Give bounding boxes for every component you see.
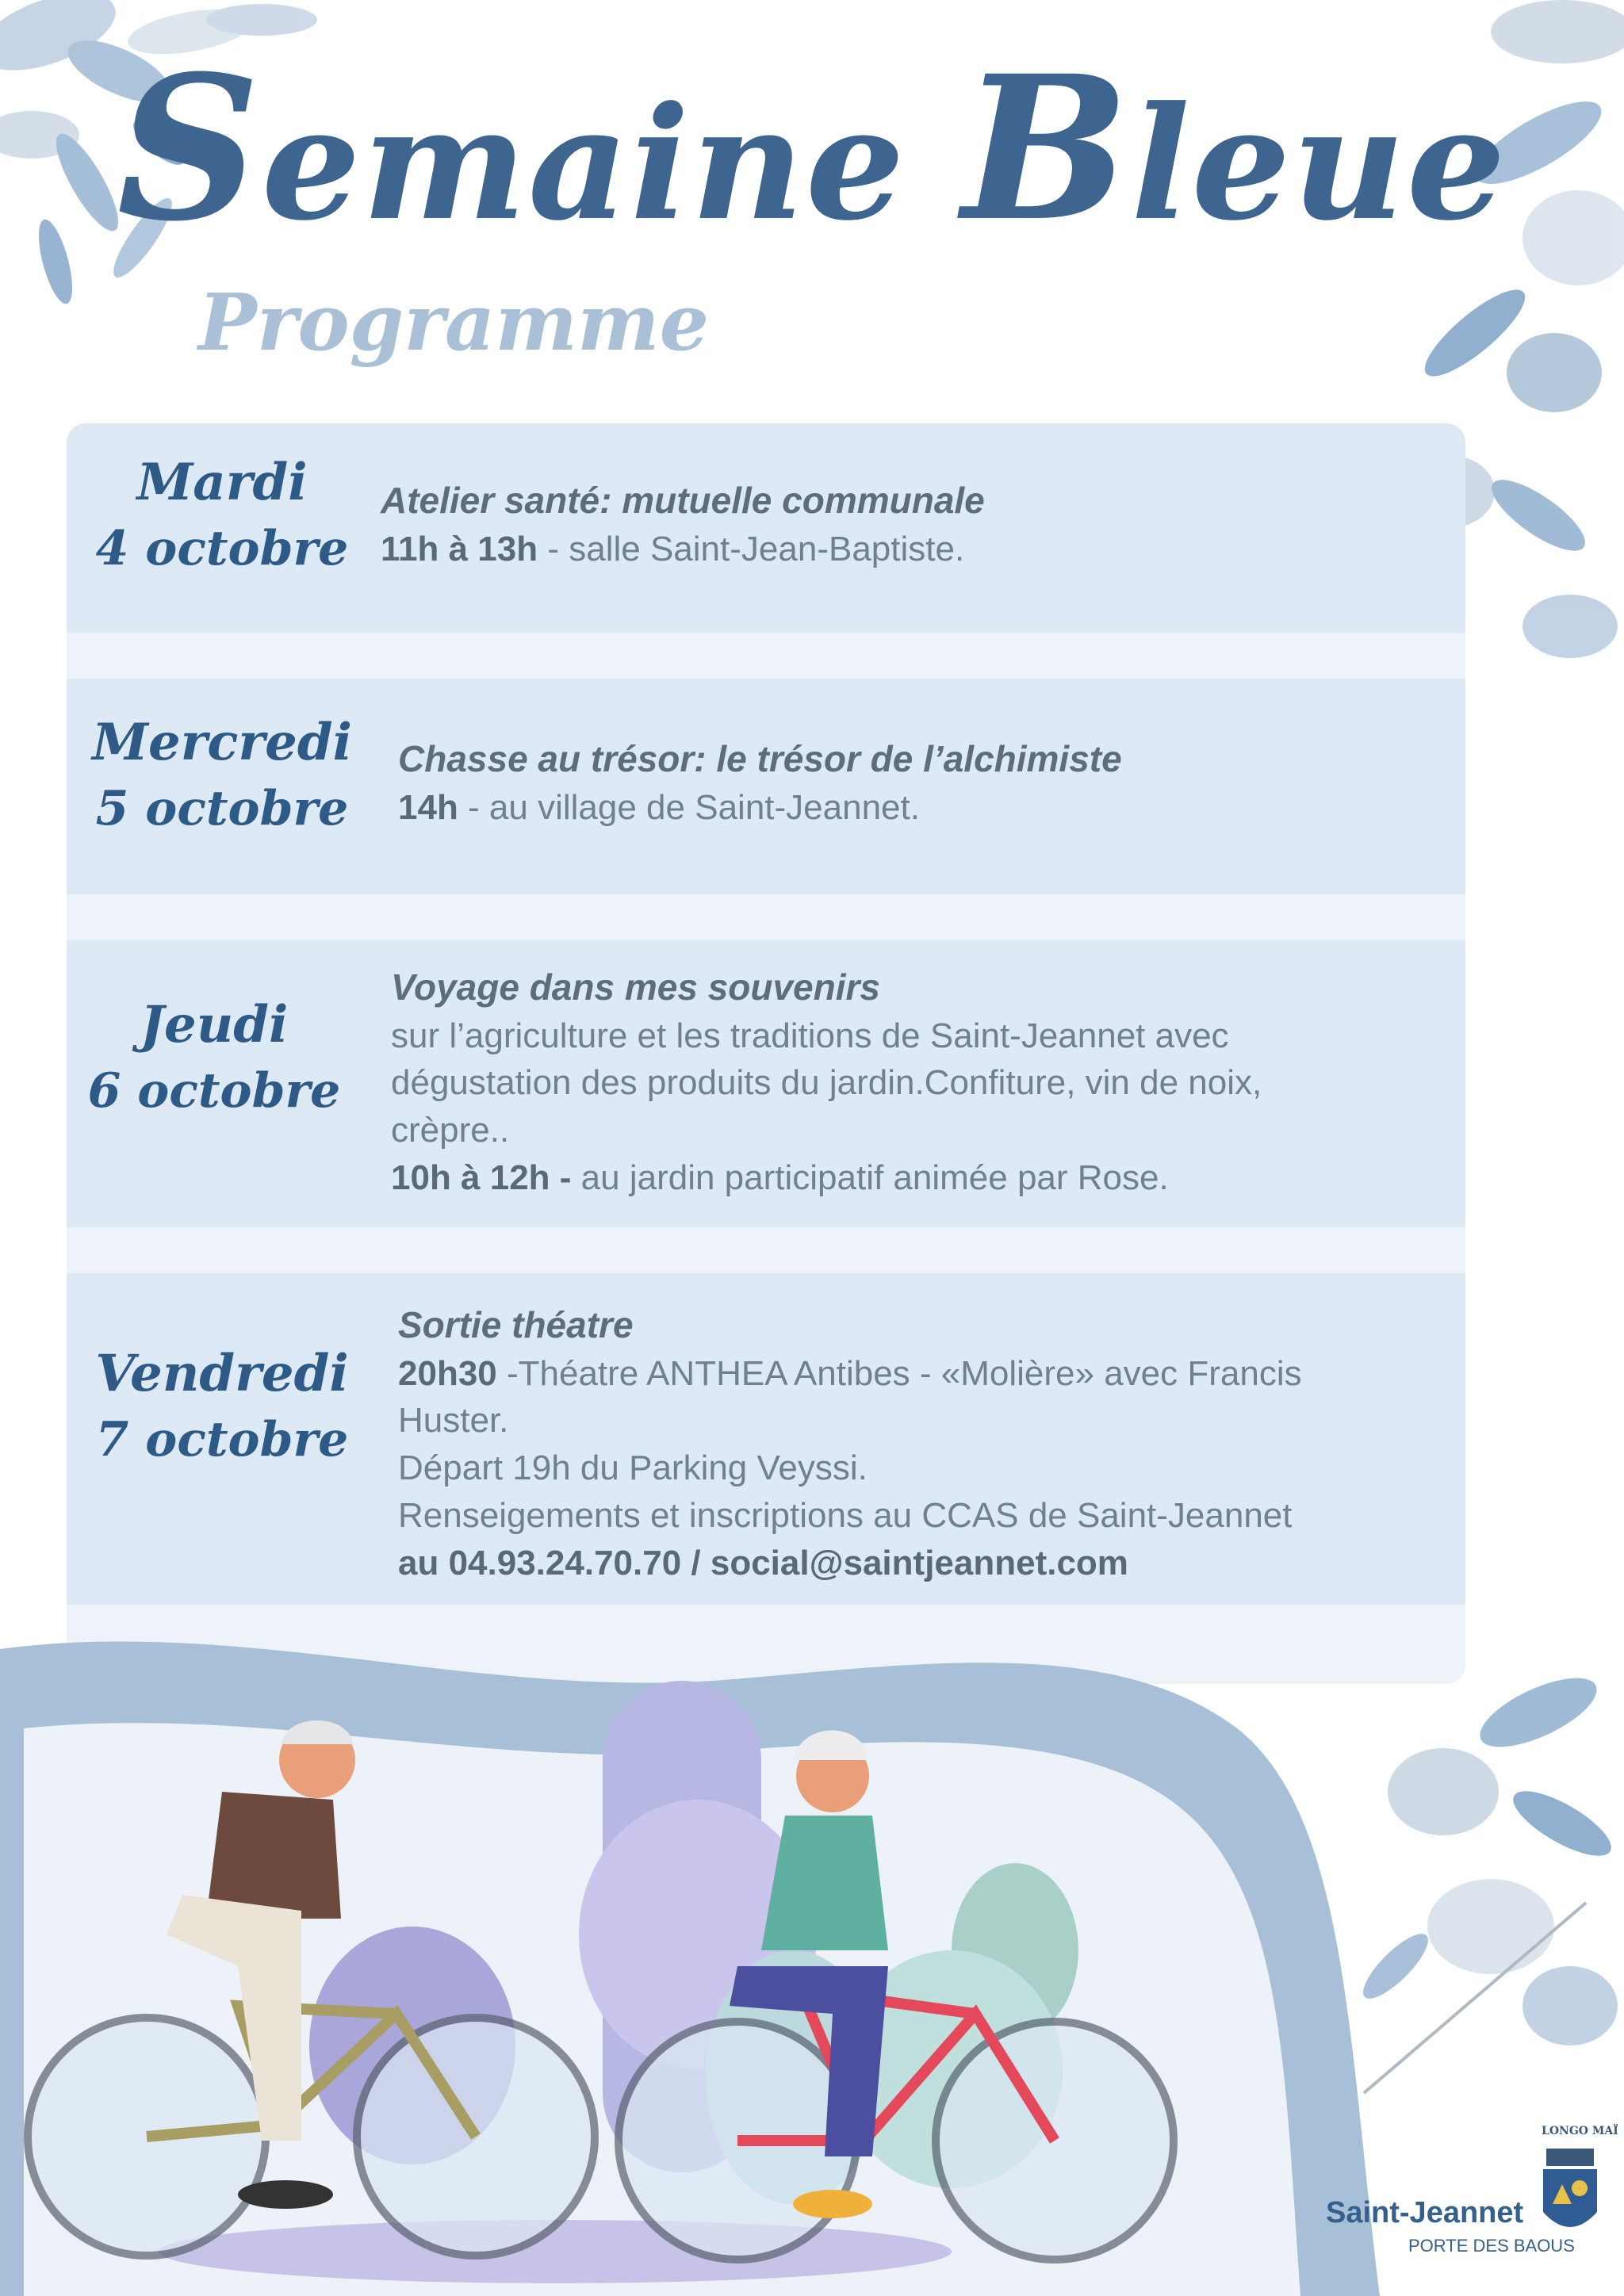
event-description-line: dégustation des produits du jardin.Confiture, vin de noix, — [391, 1063, 1262, 1103]
event-title: Chasse au trésor: le trésor de l’alchimiste — [398, 738, 1122, 779]
event-location: - au village de Saint-Jeannet. — [458, 787, 920, 827]
event-time: 10h à 12h - — [391, 1158, 572, 1198]
cyclists-illustration — [0, 1633, 1380, 2296]
title-initial-s: S — [117, 32, 262, 265]
event-details-mercredi — [398, 734, 1445, 831]
event-schedule — [398, 784, 1445, 832]
day-date: 6 octobre — [87, 1063, 341, 1119]
town-name: Saint-Jeannet — [1326, 2196, 1524, 2229]
event-details-mardi — [381, 476, 1443, 572]
event-description-line: sur l’agriculture et les traditions de Saint-Jeannet avec — [391, 1016, 1229, 1055]
event-time: 20h30 — [398, 1353, 497, 1393]
event-description-line: Huster. — [398, 1401, 509, 1441]
event-schedule — [398, 1350, 1453, 1398]
day-name: Mercredi — [92, 713, 352, 772]
event-day-vendredi — [79, 1340, 365, 1472]
page-title — [0, 32, 1624, 265]
event-details-jeudi — [391, 962, 1446, 1202]
event-details-vendredi — [398, 1300, 1453, 1587]
event-location: -Théatre ANTHEA Antibes - «Molière» avec Francis — [496, 1353, 1302, 1393]
day-name: Mardi — [136, 453, 308, 512]
event-title: Voyage dans mes souvenirs — [391, 966, 881, 1008]
event-schedule — [391, 1154, 1446, 1202]
title-word-rest-1: emaine — [261, 73, 906, 255]
event-description-line: crèpre.. — [391, 1111, 510, 1150]
event-location: au jardin participatif animée par Rose. — [571, 1158, 1169, 1198]
day-date: 5 octobre — [95, 781, 349, 837]
event-day-mardi — [79, 449, 365, 581]
event-contact: au 04.93.24.70.70 / social@saintjeannet.com — [398, 1543, 1128, 1582]
event-title: Sortie théatre — [398, 1304, 634, 1345]
day-name: Vendredi — [95, 1344, 349, 1403]
event-time: 14h — [398, 787, 458, 827]
day-date: 7 octobre — [95, 1412, 349, 1468]
day-name: Jeudi — [140, 995, 289, 1054]
event-time: 11h à 13h — [381, 529, 538, 568]
town-tagline: PORTE DES BAOUS — [1408, 2236, 1575, 2256]
day-date: 4 octobre — [95, 521, 349, 577]
event-day-mercredi — [79, 709, 365, 841]
event-registration: Renseigements et inscriptions au CCAS de Saint-Jeannet — [398, 1496, 1293, 1536]
event-departure: Départ 19h du Parking Veyssi. — [398, 1448, 868, 1488]
town-crest-icon — [1538, 2141, 1602, 2244]
event-day-jeudi — [71, 991, 357, 1123]
crest-motto: LONGO MAÏ — [1542, 2125, 1618, 2137]
event-title: Atelier santé: mutuelle communale — [381, 480, 985, 521]
title-initial-b: B — [961, 32, 1132, 265]
programme-heading: Programme — [198, 277, 710, 369]
event-schedule — [381, 526, 1443, 573]
foliage-bottom-right-decoration — [1348, 1665, 1624, 2109]
event-location: - salle Saint-Jean-Baptiste. — [538, 529, 965, 568]
title-word-rest-2: leue — [1131, 73, 1507, 255]
